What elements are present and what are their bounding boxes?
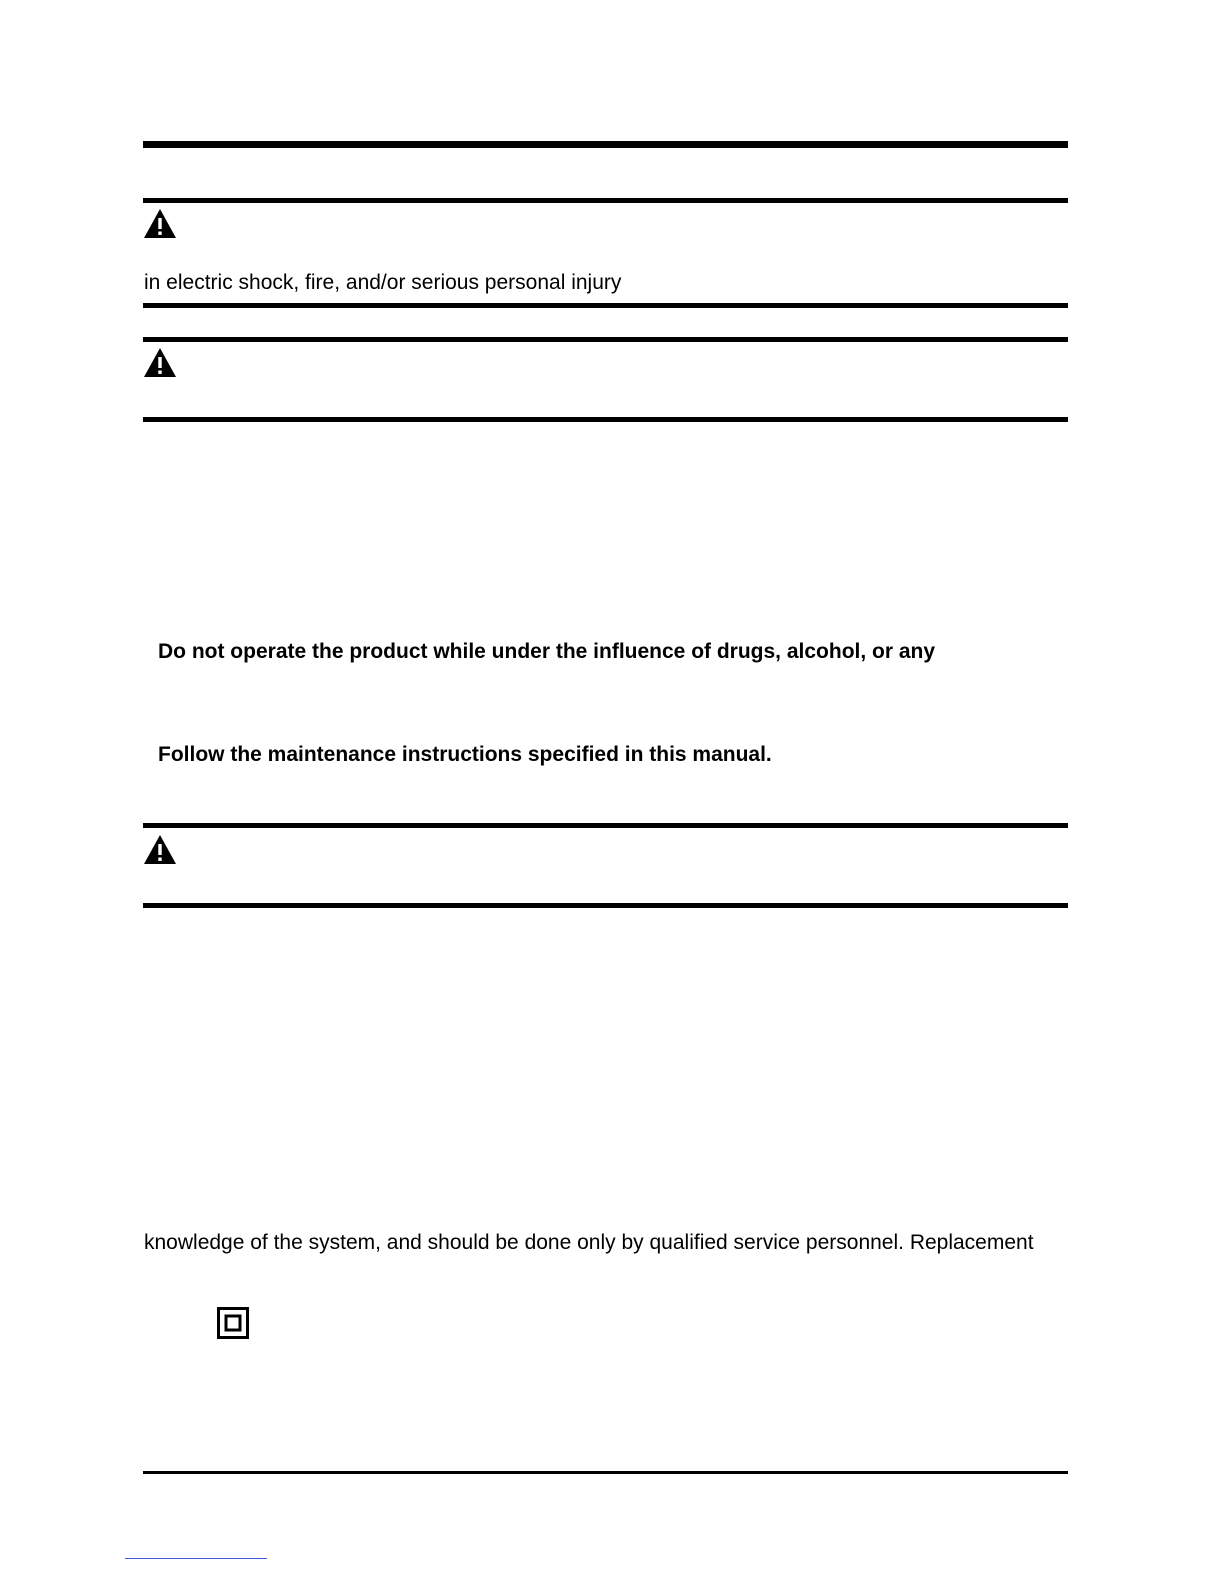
safety-line-maintenance: Follow the maintenance instructions specified in this manual. <box>158 743 772 766</box>
header-rule <box>143 141 1068 148</box>
warning-1-text: in electric shock, fire, and/or serious personal injury <box>144 271 622 294</box>
double-insulation-icon <box>217 1307 249 1339</box>
warning-1-top-rule <box>143 198 1068 203</box>
warning-triangle-icon <box>143 208 177 239</box>
warning-triangle-icon <box>143 834 177 865</box>
footer-link-underline[interactable] <box>125 1558 267 1559</box>
warning-3-top-rule <box>143 823 1068 828</box>
warning-triangle-icon <box>143 347 177 378</box>
service-knowledge-text: knowledge of the system, and should be done only by qualified service personnel. Replacement <box>144 1231 1034 1254</box>
safety-line-drugs-alcohol: Do not operate the product while under the influence of drugs, alcohol, or any <box>158 640 936 663</box>
warning-1-bottom-rule <box>143 303 1068 308</box>
footer-rule <box>143 1471 1068 1474</box>
warning-2-top-rule <box>143 337 1068 342</box>
warning-2-bottom-rule <box>143 417 1068 422</box>
warning-3-bottom-rule <box>143 903 1068 908</box>
